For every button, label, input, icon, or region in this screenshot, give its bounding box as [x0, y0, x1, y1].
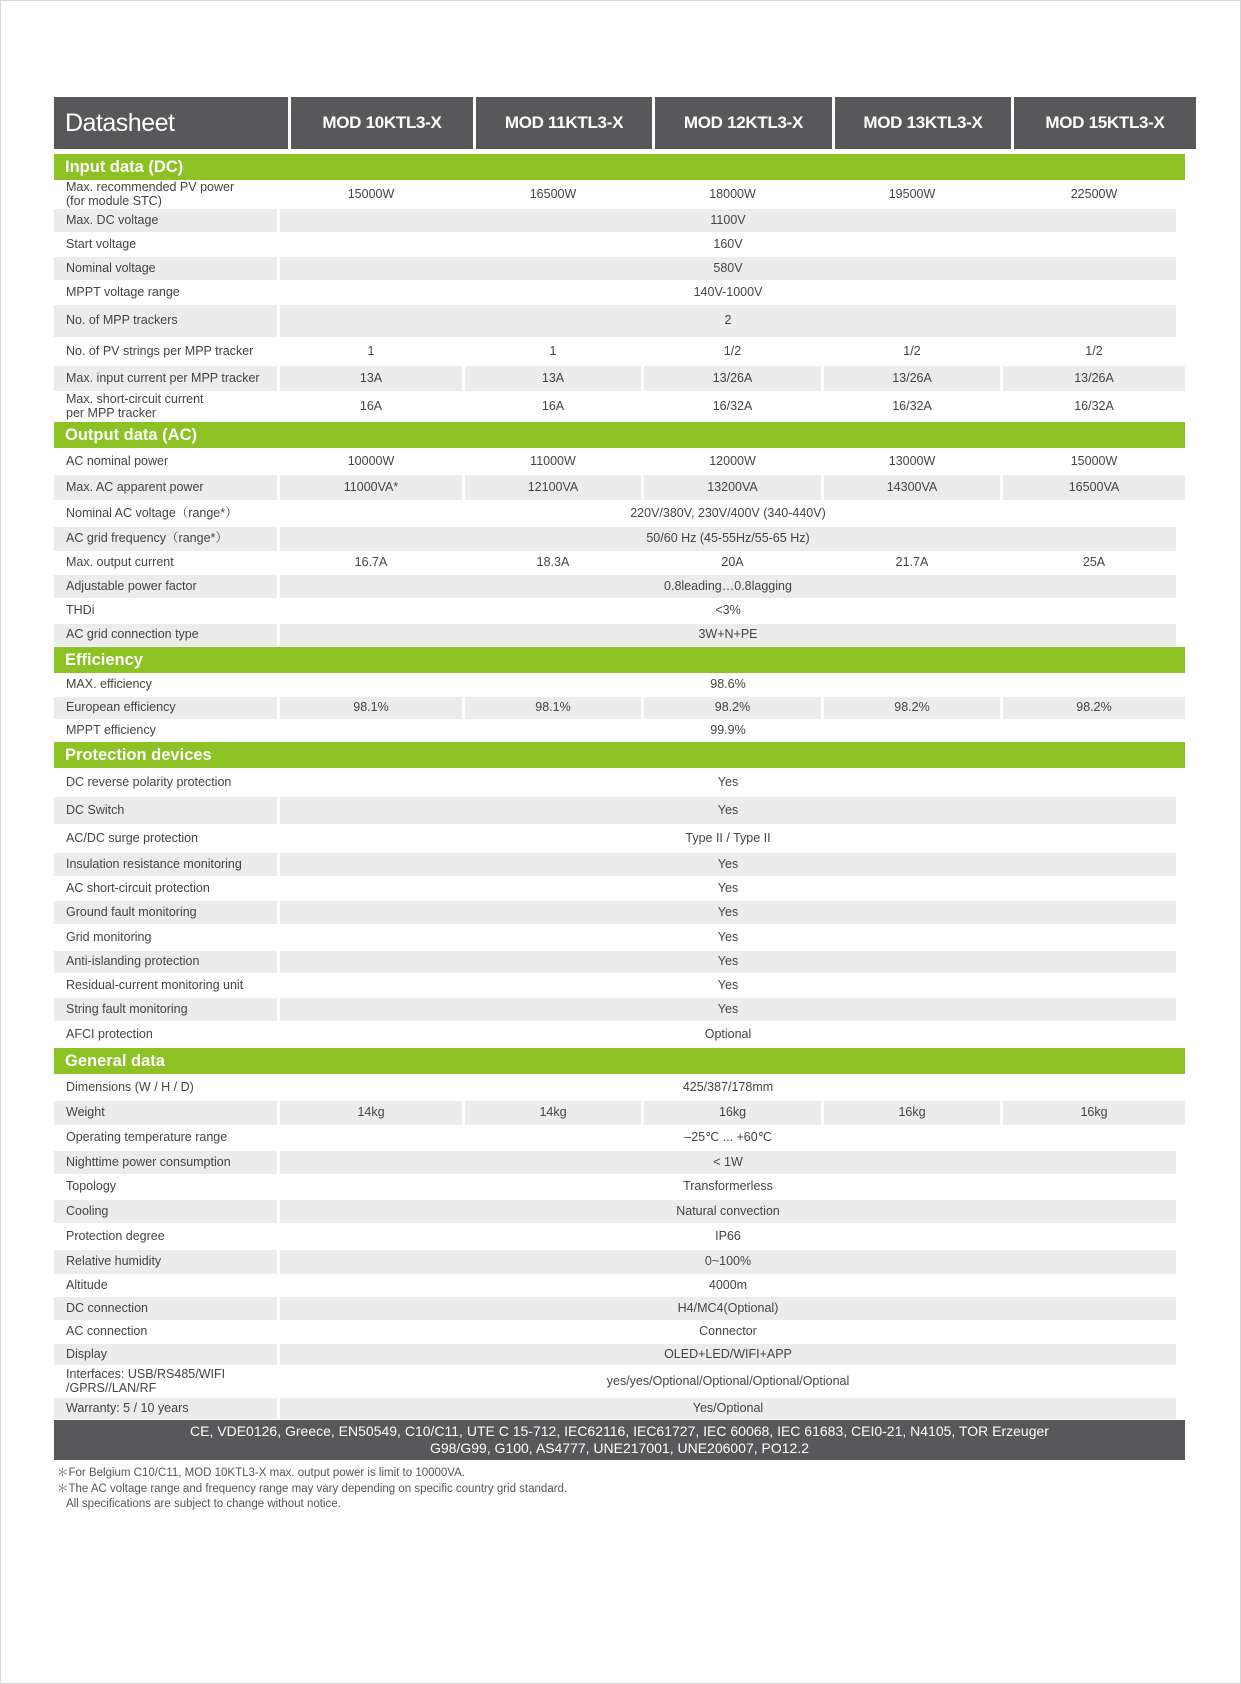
spec-value: 16A [541, 398, 565, 413]
table-row [54, 527, 1185, 551]
spec-value: 1 [549, 343, 557, 358]
spec-value-shared: 0.8leading…0.8lagging [280, 575, 1176, 598]
table-row [54, 281, 1185, 304]
spec-label: MPPT efficiency [66, 722, 156, 737]
table-row [54, 392, 1185, 421]
spec-label: Protection degree [66, 1228, 165, 1243]
spec-value: 20A [721, 555, 744, 570]
spec-label: Nominal AC voltage（range*） [66, 505, 238, 520]
spec-value: 14kg [465, 1101, 641, 1125]
spec-value-shared: Yes [280, 797, 1176, 824]
spec-value-shared: Yes [717, 774, 739, 789]
table-row [54, 853, 1185, 876]
table-row [54, 1101, 1185, 1125]
spec-label: Nominal voltage [54, 257, 277, 280]
spec-label: AC nominal power [66, 453, 169, 468]
spec-value: 16/32A [892, 398, 932, 413]
spec-value: 13200VA [644, 475, 821, 500]
spec-label: Cooling [54, 1200, 277, 1223]
spec-value: 13A [465, 366, 641, 391]
spec-value: 16.7A [354, 555, 388, 570]
spec-label: AC/DC surge protection [66, 830, 199, 845]
model-header: MOD 10KTL3-X [291, 97, 473, 149]
model-header: MOD 12KTL3-X [655, 97, 832, 149]
table-row [54, 1275, 1185, 1296]
table-row [54, 449, 1185, 474]
table-row [54, 877, 1185, 900]
spec-value-shared: 3W+N+PE [280, 624, 1176, 646]
table-row [54, 501, 1185, 526]
spec-value-shared: Yes/Optional [280, 1398, 1176, 1419]
spec-value-shared: yes/yes/Optional/Optional/Optional/Optional [606, 1373, 850, 1388]
spec-value-shared: Optional [704, 1026, 752, 1041]
spec-value-shared: Yes [717, 880, 739, 895]
footnote: All specifications are subject to change without notice. [57, 1498, 341, 1510]
spec-label: Max. input current per MPP tracker [54, 366, 277, 391]
spec-value: 1/2 [723, 343, 742, 358]
sections-container [54, 154, 1185, 1419]
spec-label: Relative humidity [54, 1250, 277, 1274]
table-row [54, 951, 1185, 973]
spec-label: DC Switch [54, 797, 277, 824]
spec-label: AC grid frequency（range*） [54, 527, 277, 551]
spec-value: 12100VA [465, 475, 641, 500]
spec-value-shared: Yes [280, 901, 1176, 924]
spec-value-shared: Yes [717, 929, 739, 944]
spec-label: Display [54, 1344, 277, 1365]
spec-label: Grid monitoring [66, 929, 152, 944]
spec-label: AC short-circuit protection [66, 880, 210, 895]
spec-value-shared: 0~100% [280, 1250, 1176, 1274]
spec-label: Adjustable power factor [54, 575, 277, 598]
spec-label: Operating temperature range [66, 1130, 228, 1145]
spec-value-shared: <3% [715, 603, 741, 618]
table-row [54, 552, 1185, 574]
spec-label: Max. recommended PV power (for module STC) [66, 180, 235, 208]
spec-label: Interfaces: USB/RS485/WIFI /GPRS//LAN/RF [66, 1367, 226, 1395]
spec-value: 1/2 [903, 343, 921, 358]
spec-value: 10000W [347, 453, 395, 468]
table-row [54, 475, 1185, 500]
table-row [54, 797, 1185, 824]
table-row [54, 257, 1185, 280]
table-row [54, 1398, 1185, 1419]
table-row [54, 674, 1185, 696]
spec-value: 15000W [1070, 453, 1118, 468]
footnotes [54, 1466, 1185, 1513]
spec-value: 21.7A [895, 555, 929, 570]
spec-label: Anti-islanding protection [54, 951, 277, 973]
spec-value: 11000W [530, 453, 576, 468]
table-row [54, 181, 1185, 208]
footnote: ＊For Belgium C10/C11, MOD 10KTL3-X max. output power is limit to 10000VA. [57, 1467, 465, 1479]
spec-value-shared: 99.9% [710, 722, 746, 737]
spec-label: String fault monitoring [54, 998, 277, 1021]
table-row [54, 1250, 1185, 1274]
certifications-line: G98/G99, G100, AS4777, UNE217001, UNE206007, PO12.2 [429, 1440, 810, 1456]
spec-value-shared: 425/387/178mm [682, 1079, 774, 1094]
table-row [54, 697, 1185, 719]
spec-value: 19500W [888, 186, 936, 201]
spec-value-shared: 1100V [280, 209, 1176, 232]
model-header: MOD 13KTL3-X [835, 97, 1011, 149]
spec-value: 98.1% [280, 697, 462, 719]
spec-value: 98.2% [824, 697, 1000, 719]
spec-label: DC connection [54, 1297, 277, 1320]
spec-value: 14kg [280, 1101, 462, 1125]
spec-value-shared: 160V [713, 236, 743, 251]
spec-value-shared: Type II / Type II [685, 830, 771, 845]
spec-value: 16kg [1003, 1101, 1185, 1125]
spec-value-shared: 220V/380V, 230V/400V (340-440V) [630, 505, 826, 520]
spec-value-shared: 2 [280, 305, 1176, 337]
spec-value: 98.2% [644, 697, 821, 719]
table-row [54, 1200, 1185, 1223]
spec-label: DC reverse polarity protection [66, 774, 232, 789]
spec-value: 16A [359, 398, 383, 413]
spec-label: Ground fault monitoring [54, 901, 277, 924]
spec-label: Topology [66, 1179, 117, 1194]
spec-label: Insulation resistance monitoring [54, 853, 277, 876]
table-row [54, 233, 1185, 256]
table-row [54, 366, 1185, 391]
spec-value-shared: 98.6% [710, 677, 746, 692]
model-header: MOD 11KTL3-X [476, 97, 652, 149]
certifications-line: CE, VDE0126, Greece, EN50549, C10/C11, UTE C 15-712, IEC62116, IEC61727, IEC 60068, IEC 61683, CEI0-21, N4105, TOR Erzeuger [190, 1423, 1049, 1439]
spec-value-shared: Yes [280, 853, 1176, 876]
spec-label: AFCI protection [66, 1026, 153, 1041]
table-row [54, 1022, 1185, 1047]
table-row [54, 624, 1185, 646]
model-header: MOD 15KTL3-X [1014, 97, 1196, 149]
spec-label: AC grid connection type [54, 624, 277, 646]
spec-value: 22500W [1070, 186, 1118, 201]
section-header: General data [54, 1048, 1185, 1074]
spec-value-shared: Yes [280, 998, 1176, 1021]
spec-value-shared: 580V [280, 257, 1176, 280]
table-row [54, 575, 1185, 598]
spec-label: Warranty: 5 / 10 years [54, 1398, 277, 1419]
spec-label: No. of PV strings per MPP tracker [66, 343, 254, 358]
table-row [54, 1297, 1185, 1320]
spec-value-shared: H4/MC4(Optional) [280, 1297, 1176, 1320]
spec-value: 1/2 [1085, 343, 1103, 358]
spec-label: Start voltage [66, 236, 137, 251]
table-row [54, 599, 1185, 623]
footnote: ＊The AC voltage range and frequency range may vary depending on specific country grid standard. [57, 1482, 568, 1495]
spec-value-shared: Yes [717, 977, 739, 992]
spec-value-shared: 140V-1000V [693, 284, 763, 299]
spec-label: Max. output current [66, 555, 174, 570]
spec-label: Nighttime power consumption [54, 1151, 277, 1174]
section-header: Protection devices [54, 742, 1185, 768]
spec-value: 13/26A [1003, 366, 1185, 391]
spec-value-shared: IP66 [715, 1228, 741, 1243]
spec-value: 98.2% [1003, 697, 1185, 719]
spec-value-shared: Yes [280, 951, 1176, 973]
spec-label: MPPT voltage range [66, 284, 180, 299]
table-row [54, 825, 1185, 852]
spec-label: THDi [66, 603, 95, 618]
table-row [54, 1224, 1185, 1249]
spec-label: Dimensions (W / H / D) [66, 1079, 194, 1094]
spec-value: 15000W [347, 186, 395, 201]
table-row [54, 1321, 1185, 1343]
table-row [54, 1075, 1185, 1100]
spec-value: 18.3A [536, 555, 570, 570]
spec-label: MAX. efficiency [66, 677, 152, 692]
table-row [54, 720, 1185, 741]
spec-value: 16kg [824, 1101, 1000, 1125]
header-row [54, 97, 1185, 149]
datasheet-title: Datasheet [54, 97, 288, 149]
spec-value: 12000W [709, 453, 756, 468]
spec-label: Max. short-circuit current per MPP tracker [66, 392, 204, 420]
spec-value: 13000W [888, 453, 936, 468]
spec-label: No. of MPP trackers [54, 305, 277, 337]
table-row [54, 901, 1185, 924]
spec-value: 16kg [644, 1101, 821, 1125]
spec-value-shared: Connector [699, 1324, 757, 1339]
table-row [54, 998, 1185, 1021]
spec-value: 13/26A [824, 366, 1000, 391]
spec-value: 1 [367, 343, 375, 358]
datasheet-table [54, 97, 1185, 1513]
table-row [54, 209, 1185, 232]
spec-value: 13/26A [644, 366, 821, 391]
table-row [54, 1151, 1185, 1174]
table-row [54, 925, 1185, 950]
spec-value-shared: < 1W [280, 1151, 1176, 1174]
table-row [54, 769, 1185, 796]
section-header: Output data (AC) [54, 422, 1185, 448]
table-row [54, 974, 1185, 997]
spec-value-shared: OLED+LED/WIFI+APP [280, 1344, 1176, 1365]
spec-label: Max. AC apparent power [54, 475, 277, 500]
certifications-bar [54, 1420, 1185, 1460]
table-row [54, 1175, 1185, 1199]
spec-label: Max. DC voltage [54, 209, 277, 232]
spec-value-shared: –25℃ ... +60℃ [684, 1130, 772, 1145]
spec-label: Weight [54, 1101, 277, 1125]
spec-label: European efficiency [54, 697, 277, 719]
table-row [54, 1366, 1185, 1397]
section-header: Efficiency [54, 647, 1185, 673]
table-row [54, 1126, 1185, 1150]
spec-value: 25A [1082, 555, 1106, 570]
table-row [54, 1344, 1185, 1365]
spec-value: 18000W [709, 186, 756, 201]
section-header: Input data (DC) [54, 154, 1185, 180]
spec-value: 16500VA [1003, 475, 1185, 500]
spec-value-shared: 4000m [708, 1277, 748, 1292]
spec-label: Altitude [66, 1277, 108, 1292]
spec-value: 13A [280, 366, 462, 391]
table-row [54, 305, 1185, 337]
spec-value: 16/32A [1074, 398, 1114, 413]
spec-value: 16500W [529, 186, 577, 201]
spec-value: 14300VA [824, 475, 1000, 500]
spec-value: 98.1% [465, 697, 641, 719]
table-row [54, 338, 1185, 365]
spec-label: Residual-current monitoring unit [66, 977, 244, 992]
spec-value-shared: Natural convection [280, 1200, 1176, 1223]
spec-value-shared: 50/60 Hz (45-55Hz/55-65 Hz) [280, 527, 1176, 551]
spec-value-shared: Transformerless [683, 1179, 773, 1194]
spec-label: AC connection [66, 1324, 148, 1339]
spec-value: 11000VA* [280, 475, 462, 500]
spec-value: 16/32A [712, 398, 753, 413]
